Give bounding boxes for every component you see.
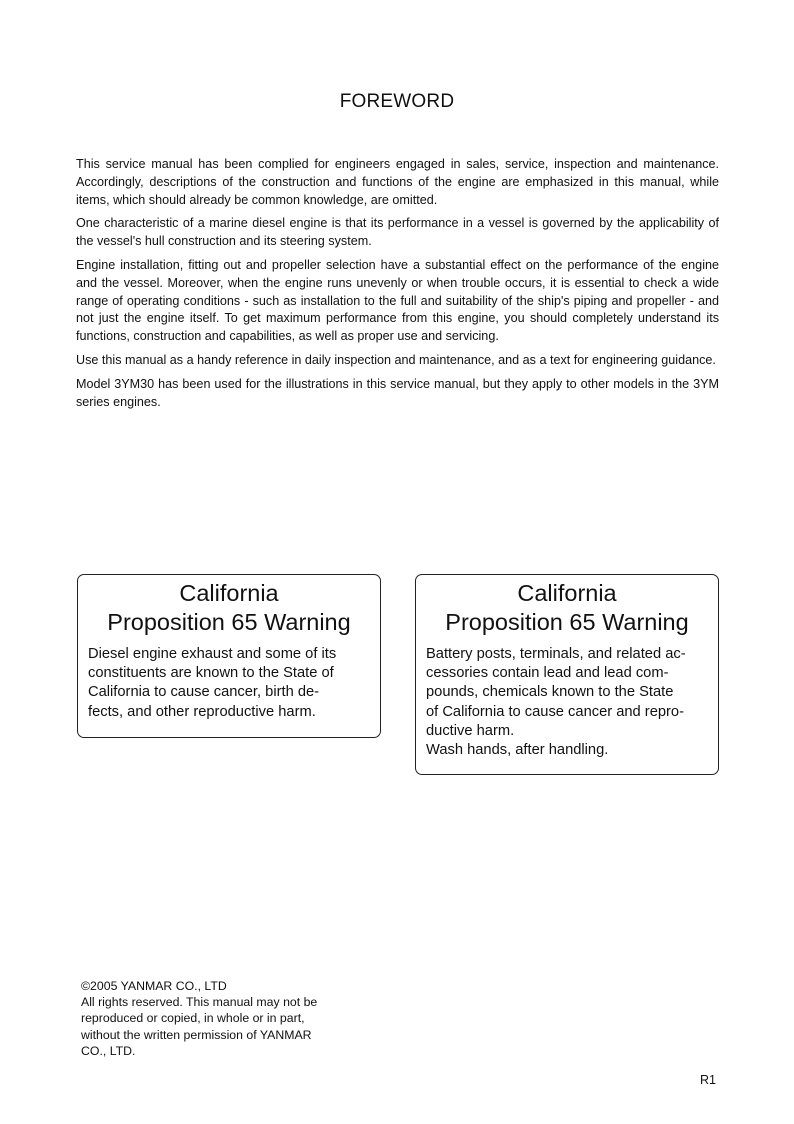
warning-title (426, 579, 708, 637)
warning-text-line: cessories contain lead and lead com- (426, 665, 669, 682)
foreword-paragraph: One characteristic of a marine diesel engine is that its performance in a vessel is governed by the applicability of the vessel's hull construction and its steering system. (76, 216, 719, 249)
warning-text (88, 645, 370, 722)
foreword-paragraph: Engine installation, fitting out and propeller selection have a substantial effect on the performance of the engine and the vessel. Moreover, when the engine runs unevenly or when trouble occurs, it is essential to check a wide range of operating conditions - such as installation to the full and suitability of the ship's piping and propeller - and not just the engine itself. To get maximum performance from this engine, you should completely understand its functions, construction and capabilities, as well as proper use and servicing. (76, 257, 719, 344)
foreword-paragraph: This service manual has been complied for engineers engaged in sales, service, inspection and maintenance. Accordingly, descriptions of the construction and functions of the engine are emphasized in this manual, while items, which should already be common knowledge, are omitted. (76, 157, 719, 207)
warning-text-line: fects, and other reproductive harm. (88, 703, 316, 720)
page-title: FOREWORD (339, 91, 455, 112)
warning-box-battery (415, 574, 719, 775)
warning-text-line: pounds, chemicals known to the State (426, 684, 674, 701)
warning-text-line: Battery posts, terminals, and related ac- (426, 646, 686, 662)
copyright-line: CO., LTD. (81, 1043, 136, 1058)
copyright-line: All rights reserved. This manual may not be (81, 995, 318, 1010)
foreword-body (76, 156, 719, 417)
warning-text (426, 645, 708, 760)
foreword-paragraph: Model 3YM30 has been used for the illustrations in this service manual, but they apply to other models in the 3YM series engines. (76, 376, 719, 409)
copyright-line: reproduced or copied, in whole or in part, (81, 1011, 305, 1026)
warning-text-line: Wash hands, after handling. (426, 742, 609, 759)
warning-text-line: ductive harm. (426, 722, 515, 739)
copyright-notice (81, 978, 361, 1059)
copyright-line: ©2005 YANMAR CO., LTD (81, 979, 227, 993)
foreword-paragraph: Use this manual as a handy reference in daily inspection and maintenance, and as a text for engineering guidance. (76, 352, 716, 367)
warning-box-exhaust (77, 574, 381, 738)
warning-title-line: California (179, 580, 279, 606)
copyright-line: without the written permission of YANMAR (81, 1027, 312, 1042)
page-number: R1 (700, 1073, 716, 1087)
warning-text-line: Diesel engine exhaust and some of its (88, 646, 337, 662)
warning-text-line: California to cause cancer, birth de- (88, 684, 320, 701)
warning-title-line: California (517, 580, 617, 606)
warning-title-line: Proposition 65 Warning (445, 609, 689, 635)
warning-text-line: of California to cause cancer and repro- (426, 703, 684, 720)
warning-title-line: Proposition 65 Warning (107, 609, 351, 635)
warning-text-line: constituents are known to the State of (88, 665, 334, 682)
warning-title (88, 579, 370, 637)
